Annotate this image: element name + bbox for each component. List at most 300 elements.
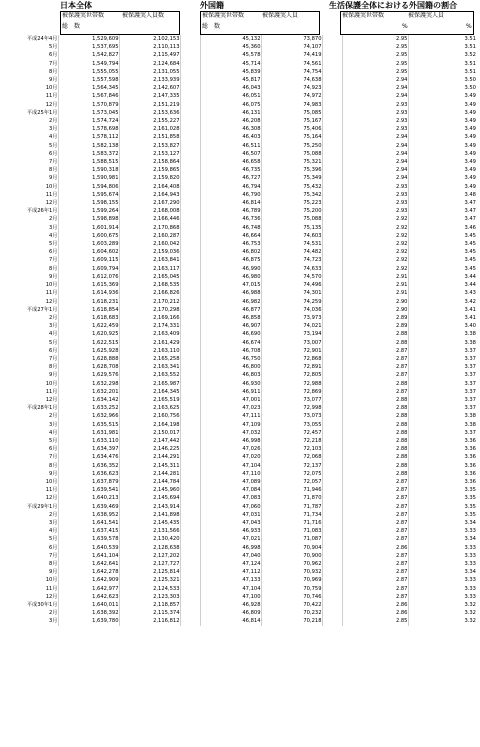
ratio-households-cell: 2.88 (342, 462, 408, 470)
japan-households-cell: 1,640,213 (58, 494, 119, 502)
ratio-persons-cell: 3.46 (408, 224, 476, 232)
spacer-cell (322, 363, 342, 371)
foreign-persons-cell: 74,021 (261, 322, 322, 330)
foreign-households-cell: 45,132 (200, 35, 261, 43)
ratio-persons-cell: 3.32 (408, 617, 476, 625)
foreign-households-cell: 46,735 (200, 166, 261, 174)
japan-persons-cell: 2,125,321 (119, 576, 180, 584)
ratio-households-cell: 2.95 (342, 60, 408, 68)
row-month-label: 5月 (49, 536, 58, 543)
ratio-persons-cell: 3.48 (408, 191, 476, 199)
foreign-persons-cell: 72,068 (261, 453, 322, 461)
ratio-persons-cell: 3.37 (408, 355, 476, 363)
japan-households-cell: 1,641,541 (58, 519, 119, 527)
foreign-households-cell: 46,308 (200, 125, 261, 133)
japan-persons-cell: 2,159,036 (119, 248, 180, 256)
japan-persons-cell: 2,142,607 (119, 84, 180, 92)
table-row (0, 593, 476, 601)
ratio-households-cell: 2.95 (342, 35, 408, 43)
spacer-cell (322, 289, 342, 297)
ratio-persons-cell: 3.41 (408, 306, 476, 314)
ratio-persons-cell: 3.51 (408, 43, 476, 51)
foreign-persons-cell: 74,259 (261, 298, 322, 306)
row-month-label: 2月 (0, 117, 58, 125)
ratio-persons-cell: 3.33 (408, 527, 476, 535)
spacer-cell (322, 568, 342, 576)
japan-persons-cell: 2,164,943 (119, 191, 180, 199)
spacer-cell (322, 109, 342, 117)
japan-households-cell: 1,642,623 (58, 593, 119, 601)
japan-households-cell: 1,590,981 (58, 174, 119, 182)
foreign-persons-cell: 72,988 (261, 380, 322, 388)
ratio-households-cell: 2.92 (342, 256, 408, 264)
japan-persons-cell: 2,163,117 (119, 265, 180, 273)
japan-households-cell: 1,578,112 (58, 133, 119, 141)
japan-persons-cell: 2,145,435 (119, 519, 180, 527)
japan-households-cell: 1,614,936 (58, 289, 119, 297)
ratio-percent-unit-persons: % (466, 23, 472, 30)
ratio-households-cell: 2.93 (342, 109, 408, 117)
japan-households-cell: 1,632,966 (58, 412, 119, 420)
japan-persons-cell: 2,165,045 (119, 273, 180, 281)
foreign-households-cell: 46,507 (200, 150, 261, 158)
table-row (0, 396, 476, 404)
spacer-cell (322, 437, 342, 445)
japan-households-cell: 1,634,476 (58, 453, 119, 461)
table-row (0, 298, 476, 306)
foreign-persons-cell: 74,754 (261, 68, 322, 76)
ratio-households-cell: 2.87 (342, 585, 408, 593)
spacer-cell (322, 535, 342, 543)
ratio-persons-cell: 3.37 (408, 396, 476, 404)
foreign-persons-cell: 73,073 (261, 412, 322, 420)
japan-households-cell: 1,578,698 (58, 125, 119, 133)
spacer-cell (180, 322, 200, 330)
japan-households-cell: 1,629,576 (58, 371, 119, 379)
spacer-cell (180, 43, 200, 51)
japan-households-cell: 1,634,142 (58, 396, 119, 404)
spacer-cell (322, 421, 342, 429)
spacer-cell (322, 232, 342, 240)
japan-households-cell: 1,636,352 (58, 462, 119, 470)
japan-persons-cell: 2,115,497 (119, 51, 180, 59)
table-row (0, 511, 476, 519)
ratio-households-cell: 2.86 (342, 601, 408, 609)
japan-households-cell: 1,620,925 (58, 330, 119, 338)
row-month-label: 3月 (49, 224, 58, 231)
row-month-label: 平成27年1月 (26, 306, 58, 313)
row-month-label: 6月 (0, 544, 58, 552)
ratio-persons-cell: 3.45 (408, 265, 476, 273)
spacer-cell (180, 174, 200, 182)
spacer-cell (322, 355, 342, 363)
foreign-persons-cell: 70,900 (261, 552, 322, 560)
row-month-label: 12月 (0, 593, 58, 601)
foreign-persons-cell: 74,107 (261, 43, 322, 51)
row-month-label: 2月 (0, 609, 58, 617)
ratio-households-cell: 2.94 (342, 158, 408, 166)
table-row (0, 478, 476, 486)
japan-households-cell: 1,618,854 (58, 306, 119, 314)
row-month-label: 4月 (0, 232, 58, 240)
ratio-households-cell: 2.86 (342, 544, 408, 552)
foreign-persons-cell: 73,007 (261, 339, 322, 347)
ratio-persons-cell: 3.36 (408, 453, 476, 461)
foreign-persons-cell: 74,496 (261, 281, 322, 289)
spacer-cell (322, 486, 342, 494)
row-month-label: 10月 (0, 281, 58, 289)
ratio-persons-cell: 3.33 (408, 585, 476, 593)
ratio-persons-cell: 3.36 (408, 470, 476, 478)
foreign-households-cell: 46,208 (200, 117, 261, 125)
spacer-cell (180, 544, 200, 552)
spacer-cell (180, 445, 200, 453)
spacer-cell (180, 339, 200, 347)
spacer-cell (180, 142, 200, 150)
foreign-persons-cell: 72,998 (261, 404, 322, 412)
japan-persons-cell: 2,167,290 (119, 199, 180, 207)
spacer-cell (322, 125, 342, 133)
row-month-label: 8月 (0, 68, 58, 76)
spacer-cell (322, 248, 342, 256)
spacer-cell (322, 256, 342, 264)
ratio-persons-cell: 3.38 (408, 330, 476, 338)
ratio-households-cell: 2.88 (342, 437, 408, 445)
row-month-label: 6月 (0, 150, 58, 158)
spacer-cell (322, 43, 342, 51)
foreign-households-header: 被保護実世帯数 (202, 12, 245, 19)
japan-households-cell: 1,642,909 (58, 576, 119, 584)
table-row (0, 150, 476, 158)
spacer-cell (180, 396, 200, 404)
spacer-cell (322, 470, 342, 478)
spacer-cell (322, 453, 342, 461)
row-month-label: 7月 (49, 257, 58, 264)
ratio-households-cell: 2.87 (342, 503, 408, 511)
ratio-persons-cell: 3.38 (408, 339, 476, 347)
spacer-cell (322, 183, 342, 191)
ratio-persons-cell: 3.37 (408, 404, 476, 412)
table-row (0, 191, 476, 199)
table-row (0, 503, 476, 511)
foreign-persons-cell: 72,457 (261, 429, 322, 437)
japan-households-cell: 1,567,846 (58, 92, 119, 100)
japan-persons-cell: 2,153,636 (119, 109, 180, 117)
foreign-households-cell: 46,051 (200, 92, 261, 100)
foreign-households-cell: 47,043 (200, 519, 261, 527)
foreign-persons-cell: 72,805 (261, 371, 322, 379)
spacer-cell (322, 412, 342, 420)
ratio-households-cell: 2.87 (342, 511, 408, 519)
japan-persons-cell: 2,131,566 (119, 527, 180, 535)
ratio-households-cell: 2.92 (342, 240, 408, 248)
table-row (0, 232, 476, 240)
foreign-households-cell: 46,933 (200, 527, 261, 535)
foreign-households-cell: 46,790 (200, 191, 261, 199)
foreign-households-cell: 47,026 (200, 445, 261, 453)
ratio-households-cell: 2.87 (342, 552, 408, 560)
ratio-households-cell: 2.87 (342, 363, 408, 371)
section-ratio-title: 生活保護全体における外国籍の割合 (329, 1, 457, 10)
ratio-households-cell: 2.87 (342, 486, 408, 494)
foreign-households-cell: 46,930 (200, 380, 261, 388)
japan-households-cell: 1,634,397 (58, 445, 119, 453)
foreign-persons-cell: 75,432 (261, 183, 322, 191)
spacer-cell (180, 158, 200, 166)
table-row (0, 412, 476, 420)
japan-persons-cell: 2,123,303 (119, 593, 180, 601)
spacer-cell (322, 150, 342, 158)
foreign-persons-cell: 74,923 (261, 84, 322, 92)
foreign-households-cell: 47,110 (200, 470, 261, 478)
table-row (0, 273, 476, 281)
spacer-cell (322, 617, 342, 625)
ratio-persons-cell: 3.34 (408, 519, 476, 527)
spacer-cell (180, 224, 200, 232)
foreign-households-cell: 47,015 (200, 281, 261, 289)
japan-households-cell: 1,639,541 (58, 486, 119, 494)
ratio-persons-cell: 3.49 (408, 142, 476, 150)
table-row (0, 92, 476, 100)
foreign-persons-cell: 75,164 (261, 133, 322, 141)
japan-persons-cell: 2,116,812 (119, 617, 180, 625)
spacer-cell (322, 133, 342, 141)
row-month-label: 3月 (49, 421, 58, 428)
foreign-persons-cell: 72,891 (261, 363, 322, 371)
ratio-households-cell: 2.87 (342, 560, 408, 568)
row-month-label: 9月 (49, 175, 58, 182)
japan-households-cell: 1,609,115 (58, 256, 119, 264)
japan-persons-cell: 2,145,311 (119, 462, 180, 470)
spacer-cell (322, 576, 342, 584)
japan-persons-cell: 2,145,694 (119, 494, 180, 502)
ratio-households-cell: 2.93 (342, 101, 408, 109)
foreign-households-cell: 45,817 (200, 76, 261, 84)
spacer-cell (180, 150, 200, 158)
ratio-persons-cell: 3.37 (408, 388, 476, 396)
spacer-cell (322, 322, 342, 330)
ratio-persons-cell: 3.51 (408, 68, 476, 76)
ratio-persons-cell: 3.47 (408, 199, 476, 207)
foreign-persons-cell: 72,218 (261, 437, 322, 445)
row-month-label: 9月 (49, 273, 58, 280)
japan-households-cell: 1,642,278 (58, 568, 119, 576)
ratio-persons-cell: 3.45 (408, 232, 476, 240)
spacer-cell (322, 503, 342, 511)
ratio-households-cell: 2.88 (342, 453, 408, 461)
japan-households-cell: 1,570,879 (58, 101, 119, 109)
foreign-households-cell: 47,104 (200, 462, 261, 470)
spacer-cell (180, 371, 200, 379)
japan-persons-cell: 2,133,939 (119, 76, 180, 84)
foreign-persons-cell: 74,531 (261, 240, 322, 248)
spacer-cell (322, 544, 342, 552)
foreign-households-cell: 46,809 (200, 609, 261, 617)
spacer-cell (322, 593, 342, 601)
table-row (0, 265, 476, 273)
ratio-households-cell: 2.89 (342, 322, 408, 330)
japan-persons-cell: 2,160,756 (119, 412, 180, 420)
ratio-households-cell: 2.88 (342, 429, 408, 437)
spacer-cell (322, 404, 342, 412)
foreign-persons-cell: 75,250 (261, 142, 322, 150)
ratio-persons-cell: 3.34 (408, 568, 476, 576)
foreign-households-cell: 46,980 (200, 273, 261, 281)
spacer-cell (180, 166, 200, 174)
ratio-households-cell: 2.92 (342, 265, 408, 273)
row-month-label: 10月 (0, 183, 58, 191)
table-row (0, 224, 476, 232)
spacer-cell (180, 117, 200, 125)
foreign-persons-cell: 74,723 (261, 256, 322, 264)
japan-persons-cell: 2,166,446 (119, 215, 180, 223)
section-japan-title: 日本全体 (60, 1, 92, 10)
japan-persons-cell: 2,144,281 (119, 470, 180, 478)
japan-persons-cell: 2,141,898 (119, 511, 180, 519)
row-month-label: 3月 (49, 126, 58, 133)
spacer-cell (180, 503, 200, 511)
spacer-cell (322, 396, 342, 404)
foreign-persons-cell: 74,561 (261, 60, 322, 68)
foreign-households-cell: 46,982 (200, 298, 261, 306)
ratio-households-cell: 2.93 (342, 125, 408, 133)
spacer-cell (180, 437, 200, 445)
spacer-cell (180, 256, 200, 264)
foreign-households-cell: 46,814 (200, 199, 261, 207)
section-foreign-title: 外国籍 (200, 1, 224, 10)
table-row (0, 314, 476, 322)
japan-persons-cell: 2,170,868 (119, 224, 180, 232)
spacer-cell (180, 470, 200, 478)
japan-households-cell: 1,600,675 (58, 232, 119, 240)
japan-households-cell: 1,641,104 (58, 552, 119, 560)
table-row (0, 133, 476, 141)
foreign-households-cell: 46,803 (200, 371, 261, 379)
spacer-cell (180, 314, 200, 322)
ratio-persons-cell: 3.33 (408, 552, 476, 560)
foreign-persons-cell: 70,218 (261, 617, 322, 625)
foreign-persons-cell: 71,734 (261, 511, 322, 519)
row-month-label: 10月 (0, 84, 58, 92)
japan-households-cell: 1,583,372 (58, 150, 119, 158)
ratio-persons-cell: 3.49 (408, 109, 476, 117)
foreign-households-cell: 46,928 (200, 601, 261, 609)
table-row (0, 568, 476, 576)
foreign-households-cell: 46,708 (200, 347, 261, 355)
ratio-households-cell: 2.94 (342, 174, 408, 182)
spacer-cell (322, 371, 342, 379)
ratio-households-cell: 2.90 (342, 298, 408, 306)
spacer-cell (322, 60, 342, 68)
japan-total-label: 総 数 (62, 23, 81, 30)
japan-households-cell: 1,537,695 (58, 43, 119, 51)
ratio-persons-cell: 3.52 (408, 51, 476, 59)
ratio-households-cell: 2.94 (342, 92, 408, 100)
foreign-persons-cell: 74,638 (261, 76, 322, 84)
foreign-persons-cell: 74,570 (261, 273, 322, 281)
foreign-persons-cell: 75,321 (261, 158, 322, 166)
japan-persons-cell: 2,147,442 (119, 437, 180, 445)
foreign-persons-cell: 73,055 (261, 421, 322, 429)
ratio-households-cell: 2.88 (342, 380, 408, 388)
japan-households-cell: 1,639,780 (58, 617, 119, 625)
foreign-persons-cell: 75,200 (261, 207, 322, 215)
japan-households-cell: 1,632,298 (58, 380, 119, 388)
japan-persons-header: 被保護実人員数 (122, 12, 165, 19)
ratio-percent-unit-households: % (402, 23, 408, 30)
foreign-persons-cell: 72,868 (261, 355, 322, 363)
foreign-persons-cell: 73,973 (261, 314, 322, 322)
ratio-persons-cell: 3.49 (408, 125, 476, 133)
row-month-label: 10月 (0, 478, 58, 486)
row-month-label: 5月 (49, 437, 58, 444)
japan-households-cell: 1,637,879 (58, 478, 119, 486)
table-row (0, 470, 476, 478)
foreign-households-cell: 47,109 (200, 421, 261, 429)
japan-persons-cell: 2,147,335 (119, 92, 180, 100)
japan-households-cell: 1,637,415 (58, 527, 119, 535)
foreign-persons-cell: 74,482 (261, 248, 322, 256)
table-row (0, 494, 476, 502)
spacer-cell (322, 240, 342, 248)
japan-persons-cell: 2,127,727 (119, 560, 180, 568)
spacer-cell (180, 265, 200, 273)
spacer-cell (180, 347, 200, 355)
spacer-cell (322, 388, 342, 396)
japan-households-cell: 1,564,345 (58, 84, 119, 92)
japan-households-cell: 1,590,318 (58, 166, 119, 174)
row-month-label: 6月 (0, 51, 58, 59)
japan-persons-cell: 2,144,784 (119, 478, 180, 486)
ratio-persons-cell: 3.47 (408, 215, 476, 223)
table-row (0, 51, 476, 59)
japan-households-cell: 1,612,076 (58, 273, 119, 281)
table-row (0, 174, 476, 182)
foreign-persons-cell: 72,137 (261, 462, 322, 470)
table-row (0, 462, 476, 470)
row-month-label: 4月 (0, 133, 58, 141)
spacer-cell (322, 347, 342, 355)
foreign-households-cell: 46,800 (200, 363, 261, 371)
ratio-households-cell: 2.87 (342, 535, 408, 543)
spacer-cell (180, 60, 200, 68)
foreign-persons-cell: 70,962 (261, 560, 322, 568)
spacer-cell (322, 445, 342, 453)
table-row (0, 527, 476, 535)
spacer-cell (180, 380, 200, 388)
japan-households-cell: 1,618,231 (58, 298, 119, 306)
row-month-label: 平成26年1月 (26, 208, 58, 215)
row-month-label: 5月 (49, 241, 58, 248)
japan-households-cell: 1,615,369 (58, 281, 119, 289)
foreign-households-cell: 47,112 (200, 568, 261, 576)
japan-persons-cell: 2,163,409 (119, 330, 180, 338)
ratio-persons-cell: 3.49 (408, 133, 476, 141)
row-month-label: 12月 (0, 494, 58, 502)
table-row (0, 609, 476, 617)
foreign-persons-cell: 71,083 (261, 527, 322, 535)
row-month-label: 7月 (49, 552, 58, 559)
ratio-persons-header: 被保護実人員 (408, 12, 445, 19)
spacer-cell (322, 199, 342, 207)
foreign-households-cell: 46,990 (200, 265, 261, 273)
table-row (0, 60, 476, 68)
japan-persons-cell: 2,125,814 (119, 568, 180, 576)
ratio-persons-cell: 3.37 (408, 429, 476, 437)
japan-households-cell: 1,609,794 (58, 265, 119, 273)
ratio-persons-cell: 3.38 (408, 421, 476, 429)
japan-households-cell: 1,639,469 (58, 503, 119, 511)
